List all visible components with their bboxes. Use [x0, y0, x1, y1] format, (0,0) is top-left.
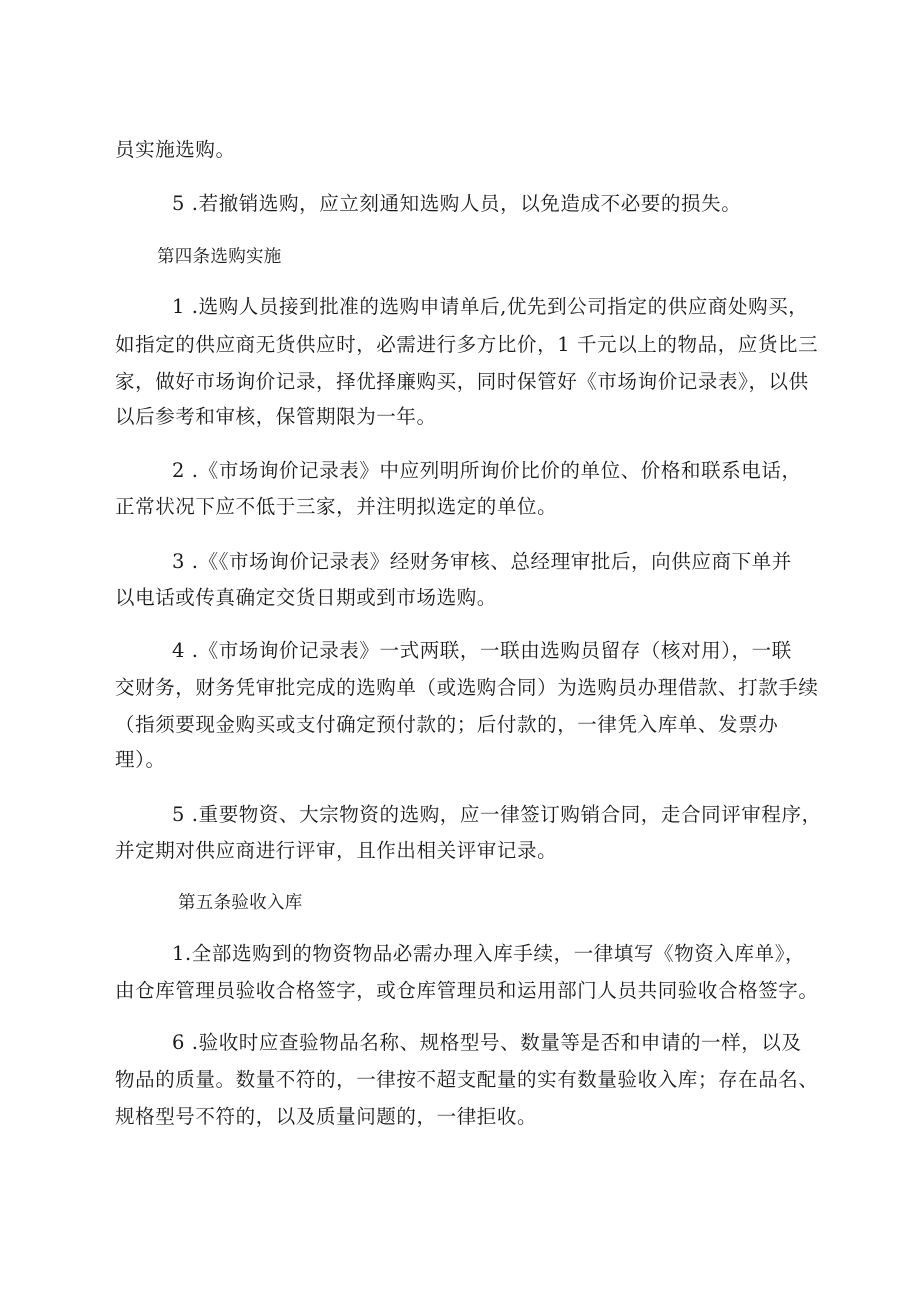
paragraph-line: 1.全部选购到的物资物品必需办理入库手续，一律填写《物资入库单》，: [172, 942, 806, 965]
paragraph-line: 5 .若撤销选购，应立刻通知选购人员，以免造成不必要的损失。: [172, 192, 742, 215]
paragraph-line: 4 .《市场询价记录表》一式两联，一联由选购员留存（核对用），一联: [172, 639, 792, 662]
paragraph-line: 5 .重要物资、大宗物资的选购，应一律签订购销合同，走合同评审程序，: [172, 803, 822, 826]
paragraph-line: 家，做好市场询价记录，择优择廉购买，同时保管好《市场询价记录表》，以供: [115, 370, 809, 393]
paragraph-line: 并定期对供应商进行评审，且作出相关评审记录。: [115, 839, 558, 862]
paragraph-line: 交财务，财务凭审批完成的选购单（或选购合同）为选购员办理借款、打款手续: [115, 676, 819, 699]
section-heading: 第五条验收入库: [178, 893, 303, 913]
paragraph-line: 6 .验收时应查验物品名称、规格型号、数量等是否和申请的一样，以及: [172, 1031, 802, 1054]
paragraph-line: 如指定的供应商无货供应时，必需进行多方比价，1 千元以上的物品，应货比三: [115, 333, 819, 356]
paragraph-line: 以后参考和审核，保管期限为一年。: [115, 405, 437, 428]
section-heading: 第四条选购实施: [157, 247, 282, 267]
paragraph-line: 员实施选购。: [115, 138, 236, 161]
paragraph-line: 2 .《市场询价记录表》中应列明所询价比价的单位、价格和联系电话，: [172, 459, 802, 482]
paragraph-line: 1 .选购人员接到批准的选购申请单后,优先到公司指定的供应商处购买，: [172, 295, 809, 318]
paragraph-line: 理）。: [115, 748, 166, 771]
paragraph-line: 规格型号不符的，以及质量问题的，一律拒收。: [115, 1105, 538, 1128]
paragraph-line: （指须要现金购买或支付确定预付款的；后付款的，一律凭入库单、发票办: [115, 713, 779, 736]
paragraph-line: 以电话或传真确定交货日期或到市场选购。: [115, 586, 497, 609]
paragraph-line: 3 .《《市场询价记录表》经财务审核、总经理审批后，向供应商下单并: [172, 550, 792, 573]
paragraph-line: 物品的质量。数量不符的，一律按不超支配量的实有数量验收入库；存在品名、: [115, 1068, 819, 1091]
paragraph-line: 正常状况下应不低于三家，并注明拟选定的单位。: [115, 495, 558, 518]
paragraph-line: 由仓库管理员验收合格签字，或仓库管理员和运用部门人员共同验收合格签字。: [115, 979, 819, 1002]
